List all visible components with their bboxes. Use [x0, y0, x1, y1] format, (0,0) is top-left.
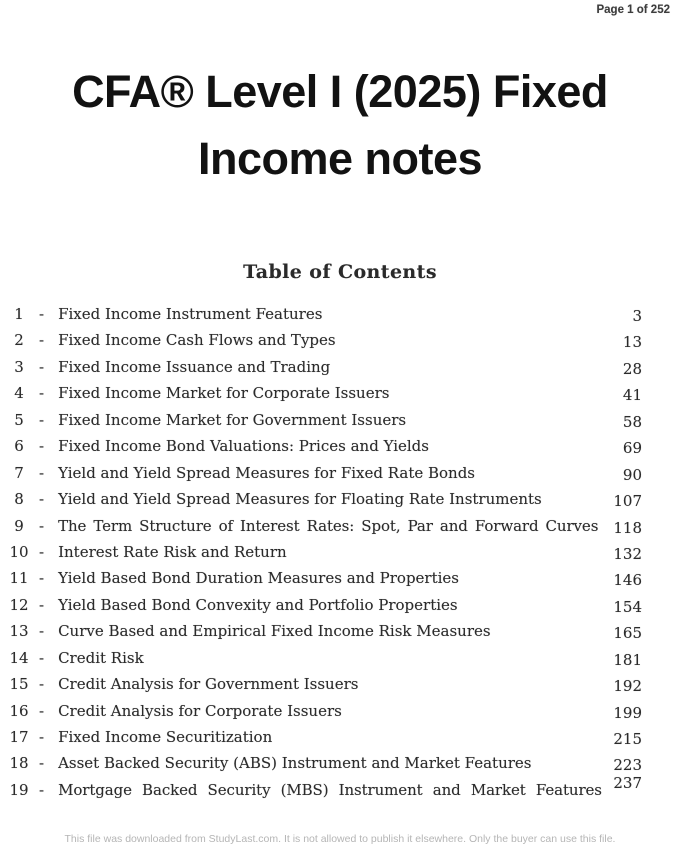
toc-entry-page-number: 154 [613, 597, 642, 616]
toc-entry-title: Fixed Income Cash Flows and Types [58, 331, 336, 350]
toc-entry-title: Fixed Income Issuance and Trading [58, 357, 331, 376]
toc-entry-title: Yield Based Bond Duration Measures and Properties [58, 569, 460, 588]
toc-entry-page-number: 146 [613, 571, 642, 590]
toc-entry-separator: - [39, 622, 45, 641]
toc-entry-separator: - [39, 754, 45, 773]
toc-entry-page-number: 118 [613, 518, 642, 537]
toc-entry [8, 592, 642, 618]
toc-entry-title: Yield Based Bond Convexity and Portfolio Properties [58, 595, 458, 614]
toc-entry-number: 6 [14, 437, 24, 456]
toc-entry-separator: - [39, 437, 45, 456]
toc-entry [8, 618, 642, 644]
toc-entry-separator: - [39, 490, 45, 509]
toc-entry [8, 327, 642, 353]
toc-entry-page-number: 58 [622, 412, 642, 431]
toc-entry-title: Fixed Income Market for Government Issuers [58, 410, 407, 429]
toc-entry-separator: - [39, 648, 45, 667]
toc-entry [8, 565, 642, 591]
toc-entry-page-number: 69 [622, 439, 642, 458]
toc-entry-number: 17 [9, 728, 29, 746]
toc-entry-separator: - [39, 542, 45, 561]
toc-entry-number: 8 [14, 490, 24, 509]
toc-entry-number: 9 [14, 516, 24, 535]
toc-entry-page-number: 223 [613, 756, 642, 775]
toc-entry-page-number: 237 [613, 773, 642, 792]
toc-entry-number: 2 [14, 331, 24, 350]
toc-entry-title: Yield and Yield Spread Measures for Fixed Rate Bonds [58, 463, 476, 482]
toc-entry-page-number: 41 [622, 386, 642, 405]
toc-entry-number: 13 [9, 622, 29, 641]
toc-entry [8, 301, 642, 327]
toc-entry-number: 5 [14, 410, 24, 429]
toc-entry-title: Fixed Income Securitization [58, 728, 273, 746]
toc-entry-title: Fixed Income Bond Valuations: Prices and Yields [58, 437, 429, 456]
footer-watermark-note: This file was downloaded from StudyLast.com. It is not allowed to publish it elsewhere. Only the buyer can use this file. [64, 833, 616, 845]
toc-entry-number: 11 [9, 569, 29, 588]
toc-entry-page-number: 181 [613, 650, 642, 669]
toc-entry [8, 671, 642, 697]
toc-entry-page-number: 28 [622, 359, 642, 378]
toc-entry [8, 750, 642, 776]
toc-entry-separator: - [39, 463, 45, 482]
toc-entry-title: Credit Risk [58, 648, 144, 667]
toc-entry-title: Credit Analysis for Corporate Issuers [58, 701, 342, 720]
toc-entry-number: 16 [9, 701, 29, 720]
toc-entry-page-number: 132 [613, 544, 642, 563]
toc-list [8, 301, 642, 803]
toc-entry [8, 724, 642, 750]
page-indicator: Page 1 of 252 [596, 4, 670, 16]
toc-entry-title: Curve Based and Empirical Fixed Income Risk Measures [58, 622, 491, 641]
toc-entry-title: Yield and Yield Spread Measures for Floating Rate Instruments [58, 490, 542, 509]
toc-entry-page-number: 3 [632, 307, 642, 325]
toc-entry [8, 460, 642, 486]
toc-entry-separator: - [39, 305, 45, 323]
toc-entry-separator: - [39, 780, 45, 799]
toc-entry-separator: - [39, 357, 45, 376]
toc-entry-title: Credit Analysis for Government Issuers [58, 675, 359, 694]
toc-entry-separator: - [39, 331, 45, 350]
toc-entry-separator: - [39, 595, 45, 614]
toc-entry [8, 354, 642, 380]
toc-entry-page-number: 107 [613, 492, 642, 511]
toc-entry-title: Interest Rate Risk and Return [58, 542, 287, 561]
toc-heading: Table of Contents [243, 261, 437, 283]
toc-entry-page-number: 90 [622, 465, 642, 484]
toc-entry-separator: - [39, 675, 45, 694]
toc-entry-page-number: 165 [613, 624, 642, 643]
toc-entry-number: 3 [14, 357, 24, 376]
toc-entry [8, 698, 642, 724]
toc-entry-number: 12 [9, 595, 29, 614]
toc-entry-number: 18 [9, 754, 29, 773]
toc-entry-page-number: 192 [613, 677, 642, 696]
toc-entry-number: 15 [9, 675, 29, 694]
toc-entry-number: 19 [9, 780, 29, 799]
toc-entry-title: Fixed Income Instrument Features [58, 305, 323, 323]
toc-entry [8, 407, 642, 433]
toc-entry [8, 645, 642, 671]
toc-entry-page-number: 215 [613, 730, 642, 748]
toc-entry-separator: - [39, 728, 45, 746]
toc-entry-number: 4 [14, 384, 24, 403]
toc-entry-title: Mortgage Backed Security (MBS) Instrument and Market Features [58, 780, 602, 799]
toc-entry [8, 513, 642, 539]
document-title [0, 58, 680, 192]
toc-entry-separator: - [39, 701, 45, 720]
document-title-line-2: Income notes [197, 133, 483, 184]
toc-entry [8, 539, 642, 565]
toc-entry [8, 773, 642, 803]
toc-entry [8, 380, 642, 406]
toc-entry [8, 433, 642, 459]
toc-entry-title: The Term Structure of Interest Rates: Spot, Par and Forward Curves [58, 516, 599, 535]
toc-entry-separator: - [39, 384, 45, 403]
toc-entry-number: 10 [9, 542, 29, 561]
toc-entry-separator: - [39, 410, 45, 429]
toc-entry-separator: - [39, 569, 45, 588]
toc-entry-number: 7 [14, 463, 24, 482]
toc-entry-page-number: 13 [622, 333, 642, 352]
toc-entry [8, 486, 642, 512]
toc-entry-number: 14 [9, 648, 29, 667]
toc-entry-number: 1 [14, 305, 24, 323]
toc-entry-page-number: 199 [613, 703, 642, 722]
toc-entry-title: Fixed Income Market for Corporate Issuers [58, 384, 390, 403]
toc-entry-separator: - [39, 516, 45, 535]
document-title-line-1: CFA® Level I (2025) Fixed [72, 66, 608, 117]
toc-entry-title: Asset Backed Security (ABS) Instrument and Market Features [58, 754, 532, 773]
